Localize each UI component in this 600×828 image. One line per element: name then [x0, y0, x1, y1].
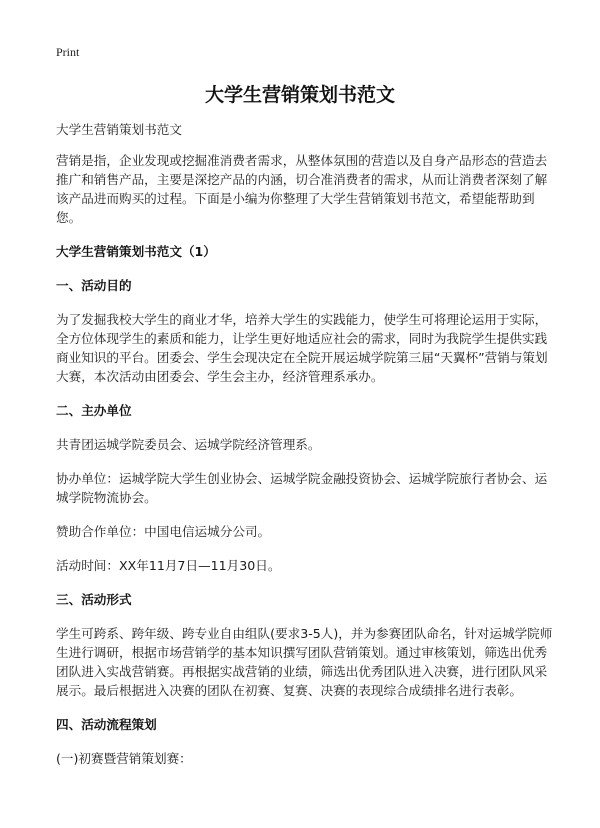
heading-organizer: 二、主办单位 — [56, 403, 132, 418]
page-title: 大学生营销策划书范文 — [204, 84, 395, 106]
intro-paragraph: 营销是指，企业发现或挖掘准消费者需求，从整体氛围的营造以及自身产品形态的营造去推广和销售产品，主要是深挖产品的内涵，切合准消费者的需求，从而让消费者深刻了解该产品进而购买的过程。下面是小编为你整理了大学生营销策划书范文，希望能帮助到您。 — [56, 153, 548, 225]
heading-activity-form: 三、活动形式 — [56, 592, 132, 607]
paragraph-purpose: 为了发掘我校大学生的商业才华，培养大学生的实践能力，使学生可将理论运用于实际，全方位体现学生的素质和能力，让学生更好地适应社会的需求，同时为我院学生提供实践商业知识的平台。团委会、学生会现决定在全院开展运城学院第三届“天翼杯”营销与策划大赛，本次活动由团委会、学生会主办，经济管理系承办。 — [56, 312, 548, 384]
subtitle: 大学生营销策划书范文 — [56, 122, 182, 137]
section-title: 大学生营销策划书范文（1） — [56, 244, 216, 259]
paragraph-co-organizer: 协办单位：运城学院大学生创业协会、运城学院金融投资协会、运城学院旅行者协会、运城学院物流协会。 — [56, 471, 548, 505]
paragraph-first-round: (一)初赛暨营销策划赛： — [56, 751, 192, 766]
paragraph-sponsor: 赞助合作单位：中国电信运城分公司。 — [56, 524, 271, 539]
paragraph-organizer: 共青团运城学院委员会、运城学院经济管理系。 — [56, 437, 321, 452]
paragraph-form: 学生可跨系、跨年级、跨专业自由组队(要求3-5人)，并为参赛团队命名，针对运城学院师生进行调研，根据市场营销学的基本知识撰写团队营销策划。通过审核策划，筛选出优秀团队进入实战营销赛。再根据实战营销的业绩，筛选出优秀团队进入决赛，进行团队风采展示。最后根据进入决赛的团队在初赛、复赛、决赛的表现综合成绩排名进行表彰。 — [56, 626, 553, 698]
heading-activity-purpose: 一、活动目的 — [56, 278, 132, 293]
paragraph-time: 活动时间：XX年11月7日—11月30日。 — [56, 558, 281, 573]
heading-process: 四、活动流程策划 — [56, 717, 157, 732]
print-label[interactable]: Print — [56, 45, 80, 59]
document-body — [56, 120, 554, 783]
